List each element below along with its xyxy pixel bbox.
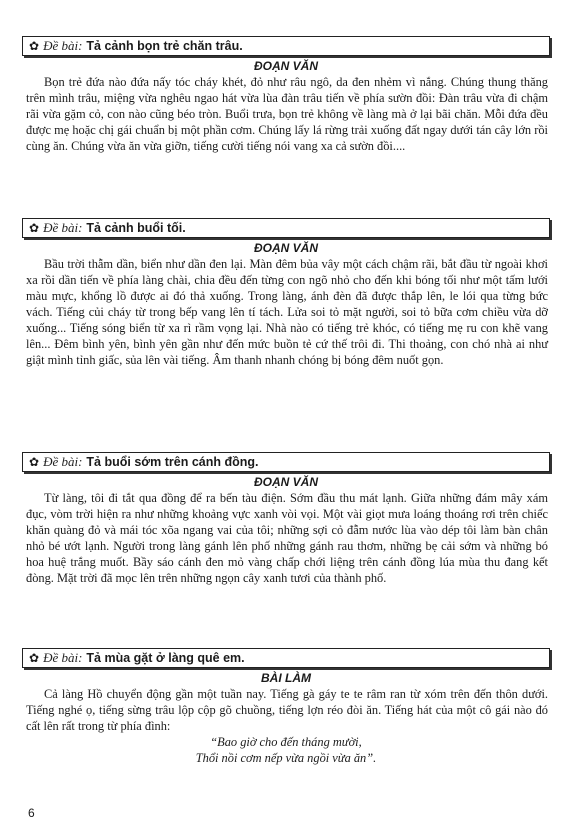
section-heading: ĐOẠN VĂN <box>253 241 318 255</box>
section-paragraph: Bọn trẻ đứa nào đứa nấy tóc cháy khét, đỏ như râu ngô, da đen nhẻm vì nắng. Chúng thung thăng trên mình trâu, miệng vừa nghêu ngao hát vừa lùa đàn trâu tiến về phía sườn đồi: Đàn trâu vừa đi chậm rãi vừa gặm cỏ, con nào cũng béo tròn. Buổi trưa, bọn trẻ không về làng mà ở lại bãi chăn. Mỗi đứa đều được mẹ hoặc chị gái chuẩn bị một phần cơm. Chúng lấy lá rừng trải xuống đất ngay dưới tán cây lớn rồi cùng ăn. Chúng vừa ăn vừa giỡn, tiếng cười tiếng nói vang xa cả sườn đồi.... <box>26 75 548 153</box>
section-heading: ĐOẠN VĂN <box>253 59 318 73</box>
section-paragraph: Từ làng, tôi đi tắt qua đồng để ra bến tàu điện. Sớm đầu thu mát lạnh. Giữa những đám mây xám đục, vòm trời hiện ra như những khoảng vực xanh vòi vọi. Một vài giọt mưa loáng thoáng rơi trên chiếc khăn quàng đỏ và mái tóc xõa ngang vai của tôi; những sợi cỏ đẫm nước lùa vào dép tôi làm bàn chân nhỏ bé ướt lạnh. Người trong làng gánh lên phố những gánh rau thơm, những bẹ cải sớm và những bó hoa huệ trắng muốt. Bầy sáo cánh đen mỏ vàng chấp chới liệng trên cánh đồng lúa mùa thu đang kết đòng. Mặt trời đã mọc lên trên những ngọn cây xanh tươi của thành phố. <box>26 491 548 585</box>
topic-label: Đề bài: <box>43 38 83 53</box>
topic-section-4 <box>22 648 550 766</box>
poem-line-2: Thổi nồi cơm nếp vừa ngồi vừa ăn”. <box>195 751 377 765</box>
topic-label: Đề bài: <box>43 454 83 469</box>
section-paragraph: Bầu trời thẫm dần, biển như dần đen lại. Màn đêm bủa vây một cách chậm rãi, bắt đầu từ ngoài khơi xa rồi dần tiến về phía làng chài, chia đều đến từng con ngõ nhỏ cho đến khi bóng tối như một tấm lưới màu mực, khổng lồ được ai đó thả xuống. Trong làng, ánh đèn đã được thắp lên, le lói qua từng bức vách. Tiếng củi cháy từ trong bếp vang lên tí tách. Lửa soi tỏ mặt người, soi tỏ bữa cơm chiều vừa dỡ xuống... Tiếng sóng biển từ xa rì rầm vọng lại. Nhà nào có tiếng trẻ khóc, có tiếng mẹ ru con khẽ vang lên... Đêm bình yên, bình yên gần như đến mức buồn tẻ cứ thế trôi đi. Thi thoảng, con chó nhà ai như giật mình tỉnh giấc, sủa lên vài tiếng. Âm thanh nhanh chóng bị bóng đêm nuốt gọn. <box>26 257 548 367</box>
topic-title: Tả buổi sớm trên cánh đồng. <box>86 455 259 469</box>
topic-title: Tả cảnh bọn trẻ chăn trâu. <box>86 39 243 53</box>
topic-title: Tả cảnh buổi tối. <box>86 221 186 235</box>
page-number: 6 <box>28 806 35 820</box>
topic-label: Đề bài: <box>43 650 83 665</box>
topic-box <box>22 452 550 472</box>
star-icon: ✿ <box>29 651 40 665</box>
poem-line-1: “Bao giờ cho đến tháng mười, <box>210 735 362 749</box>
topic-title: Tả mùa gặt ở làng quê em. <box>86 651 245 665</box>
topic-box <box>22 36 550 56</box>
star-icon: ✿ <box>29 455 40 469</box>
topic-section-1 <box>22 36 550 154</box>
topic-section-3 <box>22 452 550 586</box>
section-heading: ĐOẠN VĂN <box>253 475 318 489</box>
topic-label: Đề bài: <box>43 220 83 235</box>
section-paragraph: Cả làng Hồ chuyển động gần một tuần nay. Tiếng gà gáy te te râm ran từ xóm trên đến thôn dưới. Tiếng nghé ọ, tiếng sừng trâu lộp cộp gõ chuồng, tiếng lợn réo đòi ăn. Tiếng hát của một cô gái nào đó cất lên rất trong từ phía đình: <box>26 687 548 733</box>
topic-box <box>22 648 550 668</box>
star-icon: ✿ <box>29 39 40 53</box>
star-icon: ✿ <box>29 221 40 235</box>
topic-box <box>22 218 550 238</box>
section-heading: BÀI LÀM <box>261 671 311 685</box>
topic-section-2 <box>22 218 550 368</box>
